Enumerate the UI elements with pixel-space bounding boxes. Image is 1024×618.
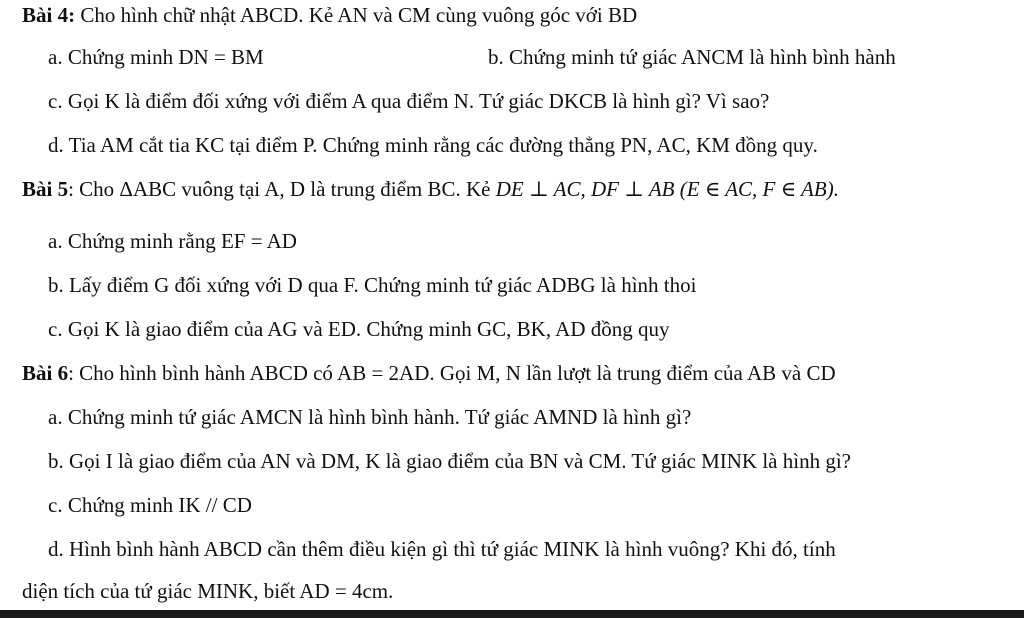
bai6-label: Bài 6: [22, 361, 69, 385]
bai6-text: : Cho hình bình hành ABCD có AB = 2AD. Gọi M, N lần lượt là trung điểm của AB và CD: [68, 361, 836, 385]
bai4-part-c: c. Gọi K là điểm đối xứng với điểm A qua điểm N. Tứ giác DKCB là hình gì? Vì sao?: [48, 89, 770, 113]
bai5-text: : Cho ΔABC vuông tại A, D là trung điểm BC. Kẻ: [68, 177, 496, 201]
bottom-border: [0, 610, 1024, 618]
bai4-part-d: d. Tia AM cắt tia KC tại điểm P. Chứng minh rằng các đường thẳng PN, AC, KM đồng quy.: [48, 133, 818, 157]
bai6-part-d: d. Hình bình hành ABCD cần thêm điều kiện gì thì tứ giác MINK là hình vuông? Khi đó, tính: [48, 537, 836, 561]
bai4-part-b: b. Chứng minh tứ giác ANCM là hình bình hành: [488, 45, 896, 69]
bai5-heading: [22, 176, 839, 202]
bai6-part-d-continued: diện tích của tứ giác MINK, biết AD = 4cm.: [22, 579, 394, 603]
bai6-part-c: c. Chứng minh IK // CD: [48, 493, 252, 517]
bai5-part-a: a. Chứng minh rằng EF = AD: [48, 229, 297, 253]
bai5-part-b: b. Lấy điểm G đối xứng với D qua F. Chứng minh tứ giác ADBG là hình thoi: [48, 273, 697, 297]
bai6-part-a: a. Chứng minh tứ giác AMCN là hình bình hành. Tứ giác AMND là hình gì?: [48, 405, 692, 429]
bai5-label: Bài 5: [22, 177, 69, 201]
bai4-label: Bài 4:: [22, 3, 76, 27]
bai5-part-c: c. Gọi K là giao điểm của AG và ED. Chứng minh GC, BK, AD đồng quy: [48, 317, 670, 341]
bai4-part-a: a. Chứng minh DN = BM: [48, 45, 264, 69]
bai6-part-b: b. Gọi I là giao điểm của AN và DM, K là giao điểm của BN và CM. Tứ giác MINK là hình gì?: [48, 449, 851, 473]
bai4-heading: [22, 2, 637, 28]
bai5-math: DE ⊥ AC, DF ⊥ AB (E ∈ AC, F ∈ AB).: [495, 177, 839, 201]
bai6-heading: [22, 360, 836, 386]
bai4-text: Cho hình chữ nhật ABCD. Kẻ AN và CM cùng vuông góc với BD: [75, 3, 638, 27]
